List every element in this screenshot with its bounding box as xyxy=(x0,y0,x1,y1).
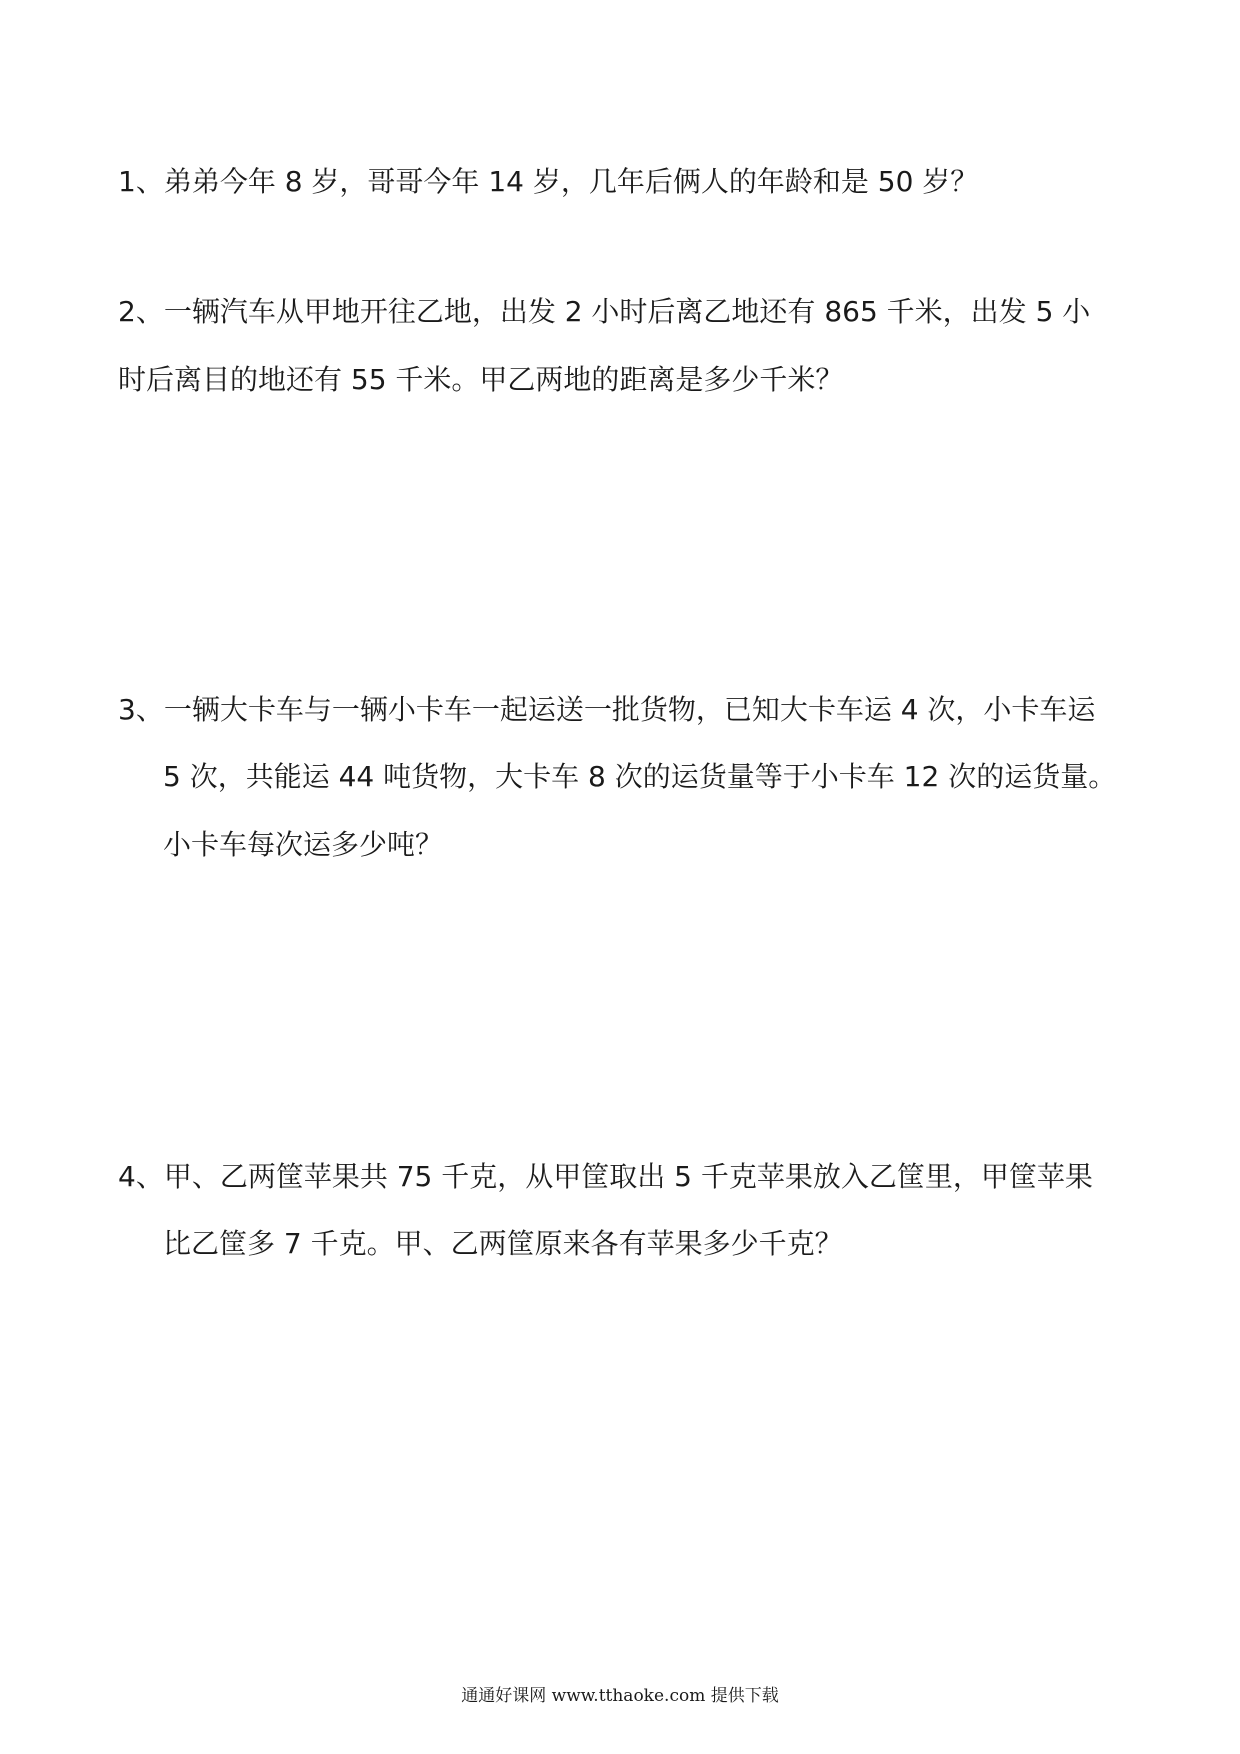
question-2-line-2: 时后离目的地还有 55 千米。甲乙两地的距离是多少千米？ xyxy=(118,363,844,396)
question-1-line-1: 1、弟弟今年 8 岁，哥哥今年 14 岁，几年后俩人的年龄和是 50 岁？ xyxy=(118,165,979,198)
question-4-line-2: 比乙筐多 7 千克。甲、乙两筐原来各有苹果多少千克？ xyxy=(163,1227,843,1260)
question-4-line-1: 4、甲、乙两筐苹果共 75 千克，从甲筐取出 5 千克苹果放入乙筐里，甲筐苹果 xyxy=(118,1160,1093,1193)
question-2-line-1: 2、一辆汽车从甲地开往乙地，出发 2 小时后离乙地还有 865 千米，出发 5 小 xyxy=(118,295,1091,328)
question-3-line-1: 3、一辆大卡车与一辆小卡车一起运送一批货物，已知大卡车运 4 次，小卡车运 xyxy=(118,693,1096,726)
question-3-line-3: 小卡车每次运多少吨？ xyxy=(163,828,444,861)
question-3-line-2: 5 次，共能运 44 吨货物，大卡车 8 次的运货量等于小卡车 12 次的运货量。 xyxy=(163,760,1117,793)
footer-watermark: 通通好课网 www.tthaoke.com 提供下载 xyxy=(461,1686,779,1706)
